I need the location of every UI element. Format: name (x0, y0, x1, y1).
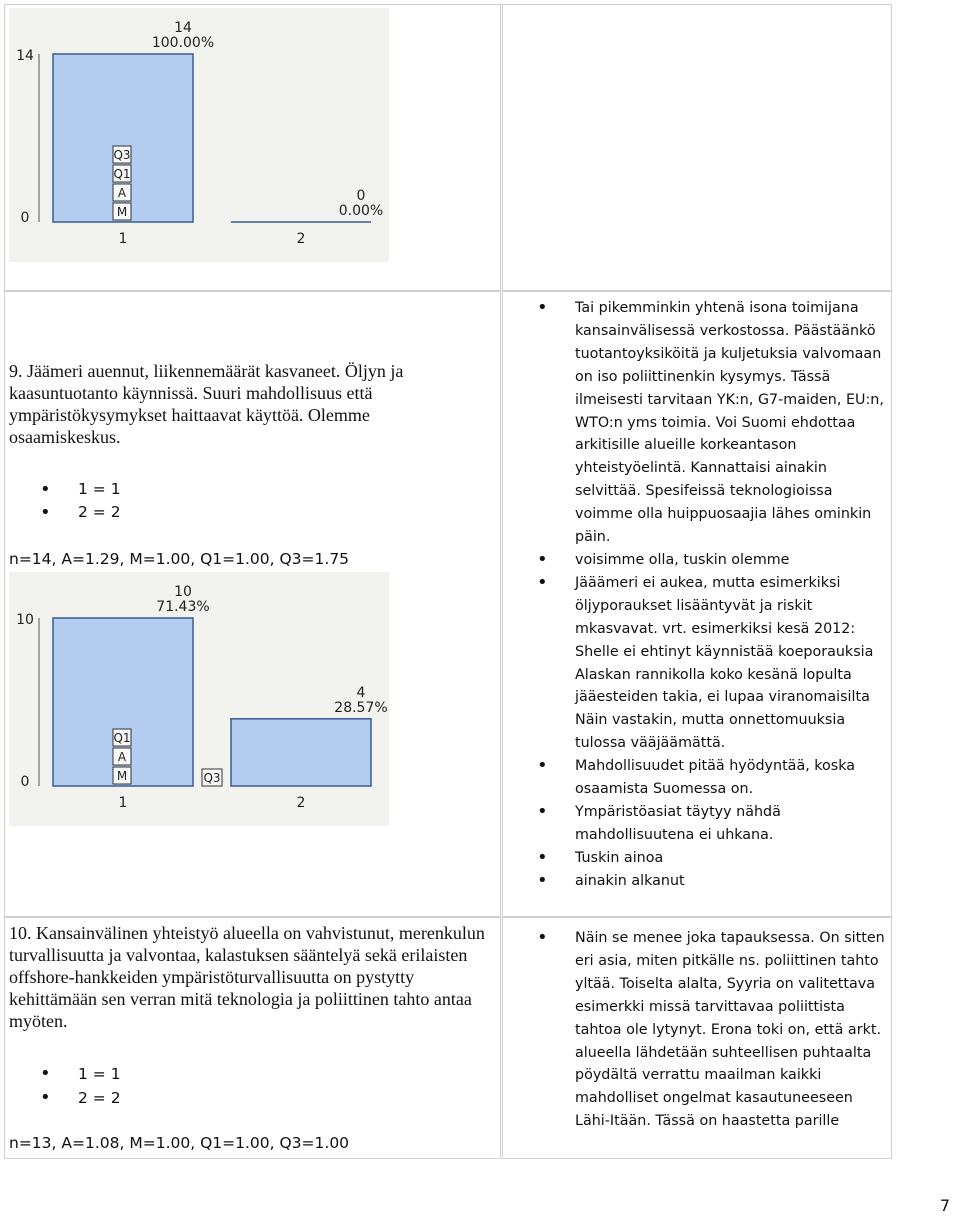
y-tick-label: 0 (20, 774, 30, 790)
q9-comment: • Tai pikemminkin yhtenä isona toimijana kansainvälisessä verkostossa. Päästäänkö tuotantoyksiköitä ja kuljetuksia valvomaan on iso poliittinenkin kysymys. Tässä ilmeisesti tarvitaan YK:n, G7-maiden, EU:n, WTO:n yms toimia. Voi Suomi ehdottaa arkitisille alueille korkeantason yhteistyöelintä. Kannattaisi ainakin selvittää. Spesifeissä teknologioissa voimme olla huippuosaajia lähes ominkin päin. (537, 297, 887, 549)
bar-percent-label: 71.43% (156, 599, 210, 615)
bar-value-label: 10 (174, 584, 192, 600)
q9-comment: • Ympäristöasiat täytyy nähdä mahdollisuutena ei uhkana. (537, 801, 887, 847)
marker-label: Q3 (203, 771, 221, 785)
q9-option-1: • 1 = 1 (40, 478, 121, 501)
q9-options (40, 478, 121, 524)
cell-top-right (502, 4, 892, 291)
bar-chart-q9 (9, 572, 389, 826)
marker-label: Q3 (113, 148, 131, 162)
y-tick-label: 10 (16, 612, 34, 628)
q10-stats: n=13, A=1.08, M=1.00, Q1=1.00, Q3=1.00 (9, 1134, 350, 1152)
x-category-label: 2 (296, 795, 306, 811)
bar-value-label: 14 (174, 20, 192, 36)
bar-value-label: 4 (356, 684, 366, 701)
q9-stats: n=14, A=1.29, M=1.00, Q1=1.00, Q3=1.75 (9, 550, 350, 568)
marker-label: M (116, 205, 128, 219)
marker-label: A (117, 750, 127, 764)
page-number: 7 (939, 1196, 950, 1215)
x-category-label: 1 (118, 231, 128, 247)
q10-question: 10. Kansainvälinen yhteistyö alueella on vahvistunut, merenkulun turvallisuutta ja valvontaa, kalastuksen sääntelyä sekä erilaisten offshore-hankkeiden ympäristöturvallisuutta on pystytty kehittämään sen verran mitä teknologia ja poliittinen tahto antaa myöten. (9, 923, 485, 1031)
q10-option-1: • 1 = 1 (40, 1062, 121, 1086)
q10-comment: • Näin se menee joka tapauksessa. On sitten eri asia, miten pitkälle ns. poliittinen tahto yltää. Toiselta alalta, Syyria on valitettava esimerkki missä tarvittavaa poliittista tahtoa ole lytynyt. Erona toki on, että arkt. alueella lähdetään suhteellisen puhtaalta pöydältä verrattu maailman kaikki mahdolliset ongelmat kasautuneeseen Lähi-Itään. Tässä on haastetta parille (537, 927, 887, 1133)
q10-comments (537, 927, 887, 1133)
q9-option-2: • 2 = 2 (40, 501, 121, 524)
marker-label: Q1 (113, 731, 131, 745)
q9-comment: • Mahdollisuudet pitää hyödyntää, koska osaamista Suomessa on. (537, 755, 887, 801)
q9-comment: • voisimme olla, tuskin olemme (537, 549, 887, 572)
y-tick-label: 0 (20, 210, 30, 226)
bar-percent-label: 0.00% (338, 203, 384, 219)
bar-percent-label: 28.57% (334, 699, 388, 716)
q10-options (40, 1062, 121, 1110)
q9-comment: • Jääämeri ei aukea, mutta esimerkiksi öljyporaukset lisääntyvät ja riskit mkasvavat. vrt. esimerkiksi kesä 2012: Shelle ei ehtinyt käynnistää koeporauksia Alaskan rannikolla koko kesänä lopulta jääesteiden takia, ei lupaa viranomaisilta Näin vastakin, mutta onnettomuuksia tulossa vääjäämättä. (537, 572, 887, 755)
q9-comment: • ainakin alkanut (537, 870, 887, 893)
x-category-label: 2 (296, 231, 306, 247)
x-category-label: 1 (118, 795, 128, 811)
y-tick-label: 14 (16, 48, 34, 64)
marker-label: M (116, 769, 128, 783)
bar (231, 719, 371, 786)
q9-comment: • Tuskin ainoa (537, 847, 887, 870)
q9-question: 9. Jäämeri auennut, liikennemäärät kasvaneet. Öljyn ja kaasuntuotanto käynnissä. Suuri mahdollisuus että ympäristökysymykset haittaavat käyttöä. Olemme osaamiskeskus. (9, 361, 404, 447)
q10-option-2: • 2 = 2 (40, 1086, 121, 1110)
bar-value-label: 0 (356, 188, 366, 204)
marker-label: Q1 (113, 167, 131, 181)
bar-chart-q8 (9, 8, 389, 262)
bar-percent-label: 100.00% (151, 35, 215, 51)
marker-label: A (117, 186, 127, 200)
q9-comments (537, 297, 887, 893)
